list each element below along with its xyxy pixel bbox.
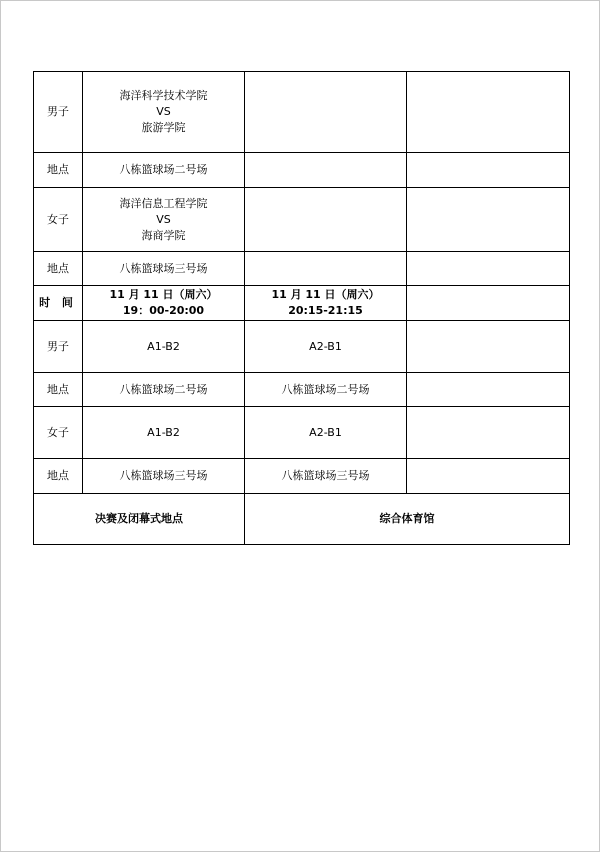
table-row bbox=[34, 494, 570, 545]
venue-label: 地点 bbox=[34, 373, 83, 407]
team-a: 海洋科学技术学院 bbox=[119, 89, 208, 102]
venue-cell: 八栋篮球场三号场 bbox=[83, 252, 245, 286]
venue-label: 地点 bbox=[34, 252, 83, 286]
final-venue-value: 综合体育馆 bbox=[245, 494, 570, 545]
men-label: 男子 bbox=[34, 321, 83, 373]
empty-cell bbox=[407, 373, 570, 407]
venue-label: 地点 bbox=[34, 459, 83, 494]
empty-cell bbox=[407, 188, 570, 252]
slot-date: 11 月 11 日（周六） bbox=[271, 288, 380, 301]
table-row bbox=[34, 286, 570, 321]
match-cell: A2-B1 bbox=[245, 321, 407, 373]
match-cell: A1-B2 bbox=[83, 321, 245, 373]
match-cell: A1-B2 bbox=[83, 407, 245, 459]
final-venue-label: 决赛及闭幕式地点 bbox=[34, 494, 245, 545]
vs-text: VS bbox=[156, 212, 171, 226]
empty-cell bbox=[245, 188, 407, 252]
time-slot-2 bbox=[245, 286, 407, 321]
empty-cell bbox=[245, 153, 407, 188]
venue-cell: 八栋篮球场二号场 bbox=[83, 153, 245, 188]
table-row bbox=[34, 188, 570, 252]
men-match-cell bbox=[83, 72, 245, 153]
slot-date: 11 月 11 日（周六） bbox=[109, 288, 218, 301]
table-row bbox=[34, 373, 570, 407]
empty-cell bbox=[407, 153, 570, 188]
time-slot-1 bbox=[83, 286, 245, 321]
vs-text: VS bbox=[156, 105, 171, 118]
slot-time: 19：00-20:00 bbox=[122, 304, 205, 317]
team-b: 海商学院 bbox=[141, 228, 186, 242]
slot-time: 20:15-21:15 bbox=[288, 304, 363, 317]
venue-label: 地点 bbox=[34, 153, 83, 188]
venue-cell: 八栋篮球场三号场 bbox=[245, 459, 407, 494]
schedule-table bbox=[33, 71, 570, 545]
team-a: 海洋信息工程学院 bbox=[119, 196, 208, 210]
venue-cell: 八栋篮球场二号场 bbox=[83, 373, 245, 407]
table-row bbox=[34, 252, 570, 286]
table-row bbox=[34, 321, 570, 373]
women-match-cell bbox=[83, 188, 245, 252]
women-label: 女子 bbox=[34, 407, 83, 459]
empty-cell bbox=[407, 72, 570, 153]
empty-cell bbox=[407, 252, 570, 286]
women-label: 女子 bbox=[34, 188, 83, 252]
match-cell: A2-B1 bbox=[245, 407, 407, 459]
table-row bbox=[34, 72, 570, 153]
table-row bbox=[34, 459, 570, 494]
venue-cell: 八栋篮球场二号场 bbox=[245, 373, 407, 407]
empty-cell bbox=[407, 407, 570, 459]
table-row bbox=[34, 407, 570, 459]
empty-cell bbox=[407, 321, 570, 373]
venue-cell: 八栋篮球场三号场 bbox=[83, 459, 245, 494]
empty-cell bbox=[407, 286, 570, 321]
empty-cell bbox=[245, 252, 407, 286]
time-label: 时 间 bbox=[34, 286, 83, 321]
empty-cell bbox=[407, 459, 570, 494]
men-label: 男子 bbox=[34, 72, 83, 153]
empty-cell bbox=[245, 72, 407, 153]
team-b: 旅游学院 bbox=[141, 121, 186, 134]
table-row bbox=[34, 153, 570, 188]
